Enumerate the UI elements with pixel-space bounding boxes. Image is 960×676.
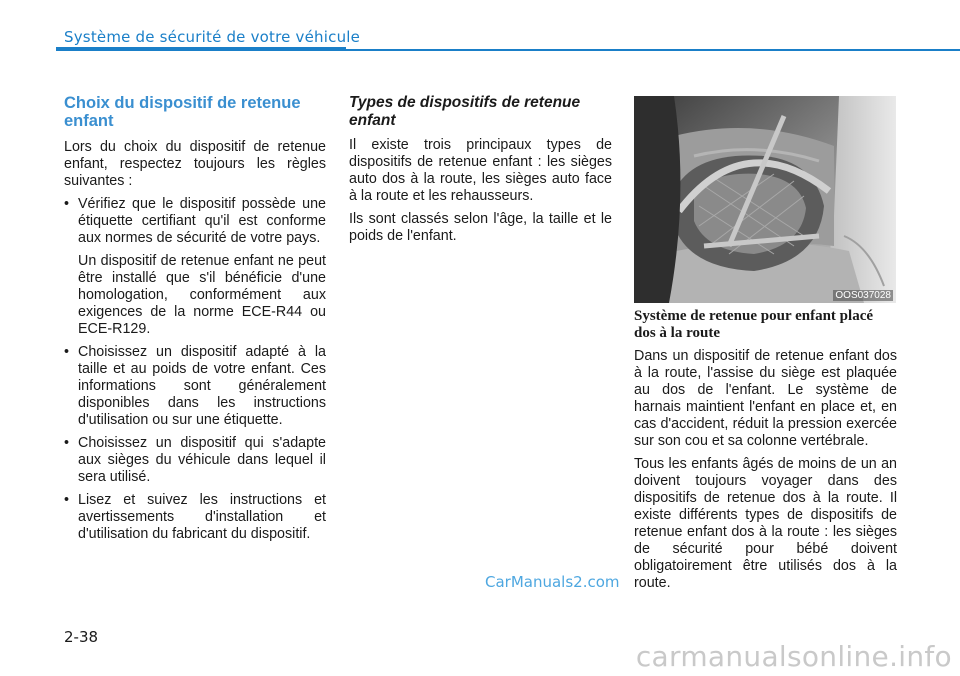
column-left [64, 94, 326, 549]
header-rule-thin [346, 49, 960, 51]
header-rule-thick [56, 47, 346, 51]
bullet-text: Lisez et suivez les instructions et avertissements d'installation et d'utilisation du fabricant du dispositif. [78, 492, 326, 542]
types-paragraph: Il existe trois principaux types de dispositifs de retenue enfant : les sièges auto dos à la route, les sièges auto face à la route et les rehausseurs. [349, 137, 612, 204]
heading-choice: Choix du dispositif de retenue enfant [64, 94, 301, 130]
classification-paragraph: Ils sont classés selon l'âge, la taille et le poids de l'enfant. [349, 211, 612, 244]
bullet-icon: • [64, 435, 70, 451]
bullet-item [64, 344, 326, 429]
column-right [634, 308, 897, 598]
bullet-extra-paragraph: Un dispositif de retenue enfant ne peut être installé que s'il bénéficie d'une homologation, conformément aux exigences de la norme ECE-R44 ou ECE-R129. [78, 253, 326, 337]
bullet-list [64, 196, 326, 543]
bullet-icon: • [64, 344, 70, 360]
car-seat-illustration [634, 96, 896, 303]
infant-paragraph: Tous les enfants âgés de moins de un an doivent toujours voyager dans des dispositifs de retenue dos à la route. Il existe différents types de dispositifs de retenue enfant dos à la route : les sièges de sécurité pour bébé doivent obligatoirement être utilisés dos à la route. [634, 456, 897, 591]
bullet-text: Vérifiez que le dispositif possède une étiquette certifiant qu'il est conforme aux normes de sécurité de votre pays. [78, 196, 326, 246]
intro-paragraph: Lors du choix du dispositif de retenue enfant, respectez toujours les règles suivantes : [64, 139, 326, 189]
bullet-item [64, 435, 326, 486]
bullet-text: Choisissez un dispositif adapté à la taille et au poids de votre enfant. Ces informations sont généralement disponibles dans les instructions d'utilisation ou sur une étiquette. [78, 344, 326, 428]
bullet-item [64, 492, 326, 543]
footer-watermark-url: carmanualsonline.info [635, 640, 952, 673]
heading-types: Types de dispositifs de retenue enfant [349, 94, 581, 129]
column-middle [349, 94, 612, 251]
heading-rear-facing: Système de retenue pour enfant placé dos à la route [634, 308, 874, 341]
watermark-logo: CarManuals2.com [485, 573, 620, 591]
image-code-label: OOS037028 [835, 290, 891, 301]
bullet-icon: • [64, 492, 70, 508]
header-section-title: Système de sécurité de votre véhicule [64, 28, 361, 46]
bullet-item [64, 196, 326, 338]
page-number: 2-38 [64, 628, 99, 646]
rear-facing-paragraph: Dans un dispositif de retenue enfant dos à la route, l'assise du siège est plaquée au dos de l'enfant. Le système de harnais maintient l'enfant en place et, en cas d'accident, réduit la pression exercée sur son cou et sa colonne vertébrale. [634, 348, 897, 449]
bullet-icon: • [64, 196, 70, 212]
rear-facing-seat-photo [634, 96, 896, 303]
bullet-text: Choisissez un dispositif qui s'adapte aux sièges du véhicule dans lequel il sera utilisé. [78, 435, 326, 485]
